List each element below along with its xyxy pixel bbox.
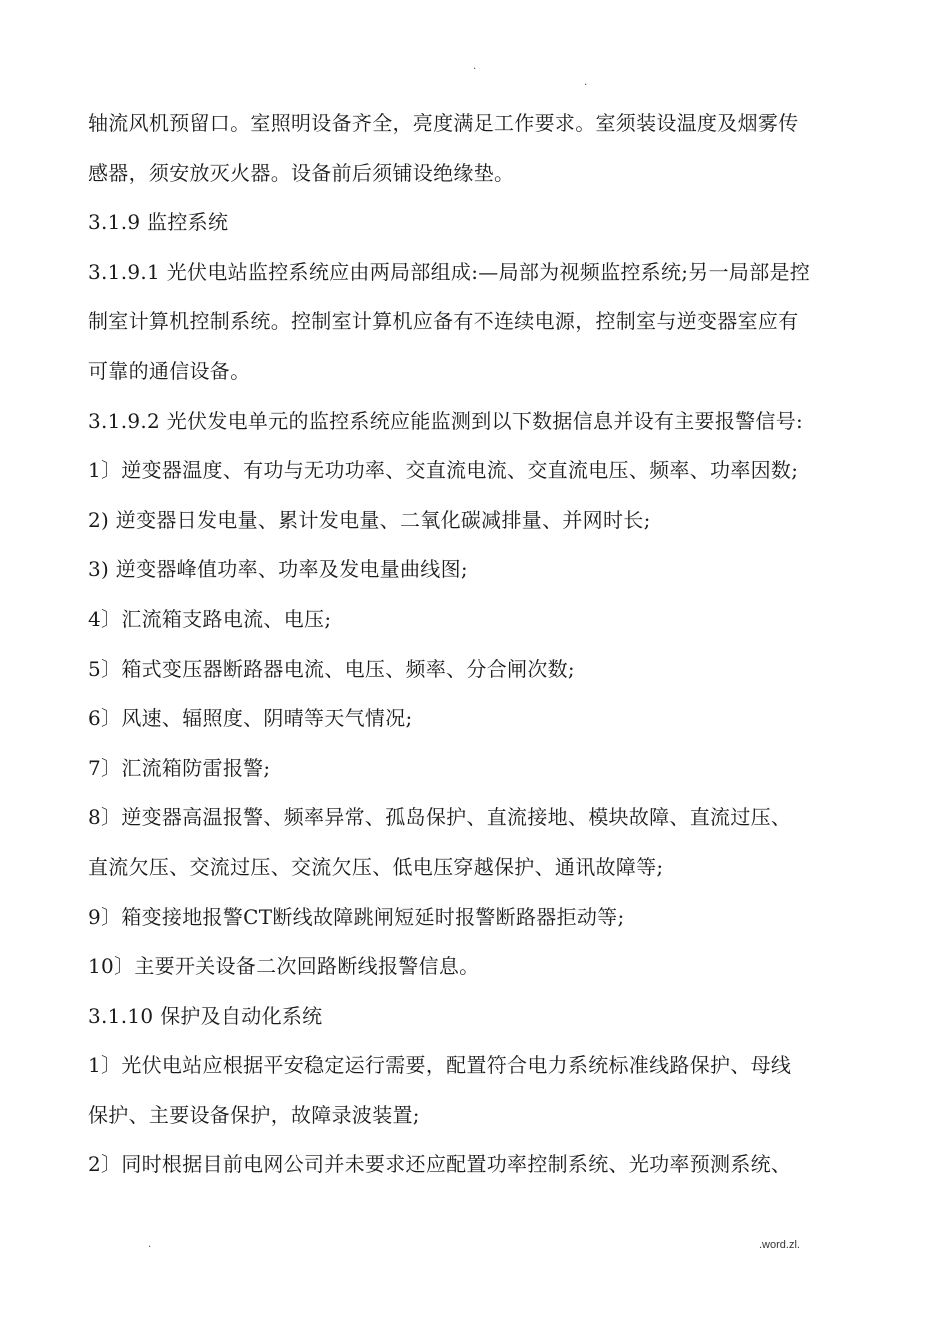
list-item: 7〕汇流箱防雷报警; <box>88 755 271 780</box>
list-item: 5〕箱式变压器断路器电流、电压、频率、分合闸次数; <box>88 656 575 681</box>
footer-watermark: .word.zl. <box>759 1239 800 1251</box>
list-item-continuation: 直流欠压、交流过压、交流欠压、低电压穿越保护、通讯故障等; <box>88 854 664 879</box>
footer-dot: . <box>148 1239 152 1250</box>
list-item: 2) 逆变器日发电量、累计发电量、二氧化碳减排量、并网时长; <box>88 507 651 532</box>
section-heading: 3.1.10 保护及自动化系统 <box>88 1003 323 1028</box>
text-line: 3.1.9.1 光伏电站监控系统应由两局部组成:—局部为视频监控系统;另一局部是控 <box>88 259 811 284</box>
list-item: 2〕同时根据目前电网公司并未要求还应配置功率控制系统、光功率预测系统、 <box>88 1152 792 1177</box>
list-item: 10〕主要开关设备二次回路断线报警信息。 <box>88 954 480 979</box>
section-heading: 3.1.9 监控系统 <box>88 210 229 235</box>
list-item: 6〕风速、辐照度、阴晴等天气情况; <box>88 706 413 731</box>
list-item: 1〕光伏电站应根据平安稳定运行需要，配置符合电力系统标准线路保护、母线 <box>88 1053 792 1078</box>
text-line: 3.1.9.2 光伏发电单元的监控系统应能监测到以下数据信息并设有主要报警信号: <box>88 408 804 433</box>
list-item-continuation: 保护、主要设备保护，故障录波装置; <box>88 1102 420 1127</box>
list-item: 1〕逆变器温度、有功与无功功率、交直流电流、交直流电压、频率、功率因数; <box>88 458 799 483</box>
list-item: 4〕汇流箱支路电流、电压; <box>88 606 332 631</box>
list-item: 8〕逆变器高温报警、频率异常、孤岛保护、直流接地、模块故障、直流过压、 <box>88 805 792 830</box>
text-line: 可靠的通信设备。 <box>88 358 251 383</box>
header-dot-left: . <box>473 61 477 72</box>
header-dot-right: . <box>584 77 588 88</box>
list-item: 9〕箱变接地报警CT断线故障跳闸短延时报警断路器拒动等; <box>88 904 625 929</box>
text-line: 制室计算机控制系统。控制室计算机应备有不连续电源，控制室与逆变器室应有 <box>88 309 799 334</box>
list-item: 3) 逆变器峰值功率、功率及发电量曲线图; <box>88 557 468 582</box>
text-line: 感器，须安放灭火器。设备前后须铺设绝缘垫。 <box>88 160 515 185</box>
document-body <box>88 99 878 1190</box>
text-line: 轴流风机预留口。室照明设备齐全，亮度满足工作要求。室须装设温度及烟雾传 <box>88 111 799 135</box>
